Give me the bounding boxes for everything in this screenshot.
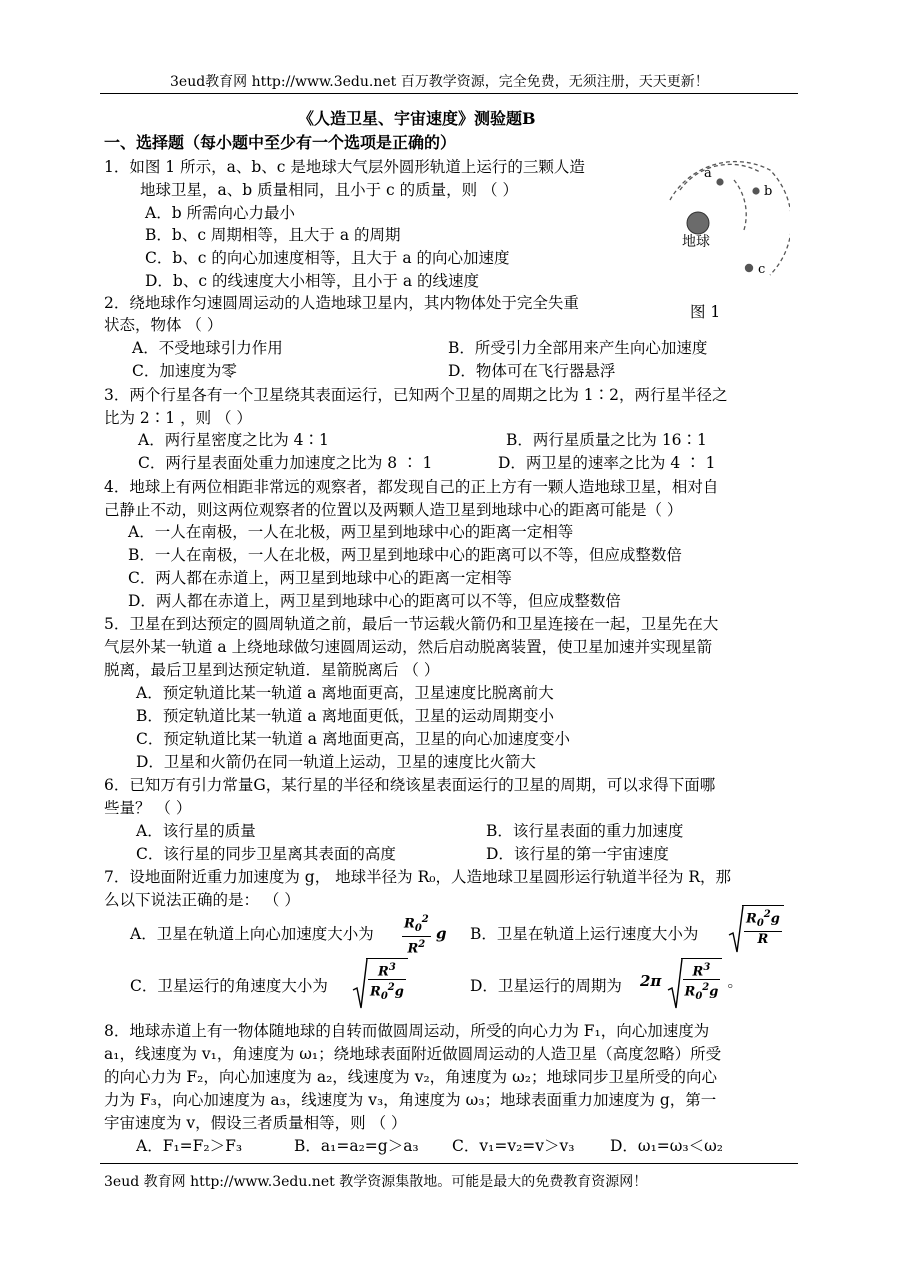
- orbit-diagram: [660, 150, 790, 300]
- page-title: 《人造卫星、宇宙速度》测验题B: [298, 109, 536, 128]
- formula-d: 2π $\frac{R^3}{R_0^2g}$ 。: [640, 958, 742, 1004]
- question-6-line2: 些量？ （ ）: [104, 799, 192, 817]
- question-6-option-d: D．该行星的第一宇宙速度: [486, 845, 669, 863]
- satellite-a-label: a: [704, 166, 712, 181]
- question-5-line1: 5．卫星在到达预定的圆周轨道之前，最后一节运载火箭仍和卫星连接在一起，卫星先在大: [104, 615, 719, 633]
- question-8-option-c: C．v₁=v₂=v＞v₃: [452, 1137, 575, 1155]
- formula-c: $\frac{R^3}{R_0^2g}$: [352, 958, 408, 1004]
- question-5-option-a: A．预定轨道比某一轨道 a 离地面更高，卫星速度比脱离前大: [136, 684, 554, 702]
- satellite-b-label: b: [764, 184, 773, 199]
- page-footer: 3eud 教育网 http://www.3edu.net 教学资源集散地。可能是最大的免费教育资源网！: [104, 1174, 648, 1190]
- question-2-option-b: B．所受引力全部用来产生向心加速度: [448, 339, 708, 357]
- question-2-option-d: D．物体可在飞行器悬浮: [448, 362, 616, 380]
- question-4-line1: 4．地球上有两位相距非常远的观察者，都发现自己的正上方有一颗人造地球卫星，相对自: [104, 478, 719, 496]
- question-1-option-b: B．b、c 周期相等，且大于 a 的周期: [145, 226, 401, 244]
- satellite-a-icon: [716, 178, 723, 185]
- earth-label: 地球: [682, 234, 710, 250]
- header-rule: [100, 93, 798, 94]
- satellite-c-icon: [745, 264, 753, 272]
- question-7-option-d: D．卫星运行的周期为: [470, 977, 622, 995]
- question-5-line2: 气层外某一轨道 a 上绕地球做匀速圆周运动，然后启动脱离装置，使卫星加速并实现星箭: [104, 638, 713, 656]
- question-7-option-c: C．卫星运行的角速度大小为: [130, 977, 328, 995]
- question-1-option-d: D．b、c 的线速度大小相等，且小于 a 的线速度: [145, 272, 480, 290]
- question-1-line1: 1．如图 1 所示，a、b、c 是地球大气层外圆形轨道上运行的三颗人造: [104, 158, 585, 176]
- formula-a: $\frac{R_0^2}{R^2}$ g: [404, 914, 447, 957]
- question-6-option-c: C．该行星的同步卫星离其表面的高度: [136, 845, 396, 863]
- figure-caption: 图 1: [690, 303, 721, 321]
- question-3-line2: 比为 2∶1 ，则 （ ）: [104, 409, 252, 427]
- question-4-option-a: A．一人在南极，一人在北极，两卫星到地球中心的距离一定相等: [128, 523, 574, 541]
- question-8-option-b: B．a₁=a₂=g＞a₃: [294, 1137, 419, 1155]
- question-3-option-c: C．两行星表面处重力加速度之比为 8 ∶ 1: [138, 454, 433, 472]
- question-7-option-a: A．卫星在轨道上向心加速度大小为: [130, 925, 374, 943]
- satellite-c-label: c: [758, 262, 766, 277]
- question-4-option-b: B．一人在南极，一人在北极，两卫星到地球中心的距离可以不等，但应成整数倍: [128, 546, 682, 564]
- question-7-option-b: B．卫星在轨道上运行速度大小为: [470, 925, 699, 943]
- formula-b: $\frac{R_0^2g}{R}$: [728, 905, 784, 947]
- footer-rule: [100, 1163, 798, 1164]
- question-1-option-a: A．b 所需向心力最小: [145, 204, 296, 222]
- section-heading: 一、选择题（每小题中至少有一个选项是正确的）: [104, 133, 457, 152]
- question-8-line1: 8．地球赤道上有一物体随地球的自转而做圆周运动，所受的向心力为 F₁，向心加速度为: [104, 1022, 710, 1040]
- question-2-line2: 状态，物体 （ ）: [104, 316, 223, 334]
- page-header: 3eud教育网 http://www.3edu.net 百万教学资源，完全免费，无须注册，天天更新！: [170, 74, 709, 90]
- orbit-figure: [660, 150, 790, 300]
- question-3-option-b: B．两行星质量之比为 16∶1: [506, 431, 707, 449]
- question-2-option-c: C．加速度为零: [132, 362, 237, 380]
- question-5-option-d: D．卫星和火箭仍在同一轨道上运动，卫星的速度比火箭大: [136, 753, 536, 771]
- question-4-option-d: D．两人都在赤道上，两卫星到地球中心的距离可以不等，但应成整数倍: [128, 592, 621, 610]
- question-4-option-c: C．两人都在赤道上，两卫星到地球中心的距离一定相等: [128, 569, 512, 587]
- question-6-line1: 6．已知万有引力常量G，某行星的半径和绕该星表面运行的卫星的周期，可以求得下面哪: [104, 776, 716, 794]
- satellite-b-icon: [752, 187, 759, 194]
- question-6-option-b: B．该行星表面的重力加速度: [486, 822, 684, 840]
- question-3-option-a: A．两行星密度之比为 4∶1: [138, 431, 329, 449]
- question-8-line2: a₁，线速度为 v₁，角速度为 ω₁；绕地球表面附近做圆周运动的人造卫星（高度忽略）所受: [104, 1045, 722, 1063]
- question-2-line1: 2．绕地球作匀速圆周运动的人造地球卫星内，其内物体处于完全失重: [104, 294, 579, 312]
- earth-icon: [687, 212, 709, 234]
- question-2-option-a: A．不受地球引力作用: [132, 339, 283, 357]
- question-8-line3: 的向心力为 F₂，向心加速度为 a₂，线速度为 v₂，角速度为 ω₂；地球同步卫星所受的向心: [104, 1068, 717, 1086]
- question-1-option-c: C．b、c 的向心加速度相等，且大于 a 的向心加速度: [145, 249, 510, 267]
- question-8-line4: 力为 F₃，向心加速度为 a₃，线速度为 v₃，角速度为 ω₃；地球表面重力加速度为 g，第一: [104, 1091, 717, 1109]
- question-8-option-a: A．F₁=F₂＞F₃: [136, 1137, 243, 1155]
- question-5-line3: 脱离，最后卫星到达预定轨道．星箭脱离后 （ ）: [104, 661, 440, 679]
- question-3-option-d: D．两卫星的速率之比为 4 ∶ 1: [498, 454, 716, 472]
- question-7-line2: 么以下说法正确的是： （ ）: [104, 891, 300, 909]
- question-8-option-d: D．ω₁=ω₃＜ω₂: [610, 1137, 723, 1155]
- question-3-line1: 3．两个行星各有一个卫星绕其表面运行，已知两个卫星的周期之比为 1∶2，两行星半径之: [104, 386, 728, 404]
- question-4-line2: 己静止不动，则这两位观察者的位置以及两颗人造卫星到地球中心的距离可能是（ ）: [104, 501, 683, 519]
- question-8-line5: 宇宙速度为 v，假设三者质量相等，则 （ ）: [104, 1114, 407, 1132]
- question-5-option-c: C．预定轨道比某一轨道 a 离地面更高，卫星的向心加速度变小: [136, 730, 570, 748]
- question-6-option-a: A．该行星的质量: [136, 822, 256, 840]
- question-1-line2: 地球卫星，a、b 质量相同，且小于 c 的质量，则 （ ）: [140, 181, 518, 199]
- question-7-line1: 7．设地面附近重力加速度为 g， 地球半径为 R₀，人造地球卫星圆形运行轨道半径为 R，那: [104, 868, 732, 886]
- question-5-option-b: B．预定轨道比某一轨道 a 离地面更低，卫星的运动周期变小: [136, 707, 554, 725]
